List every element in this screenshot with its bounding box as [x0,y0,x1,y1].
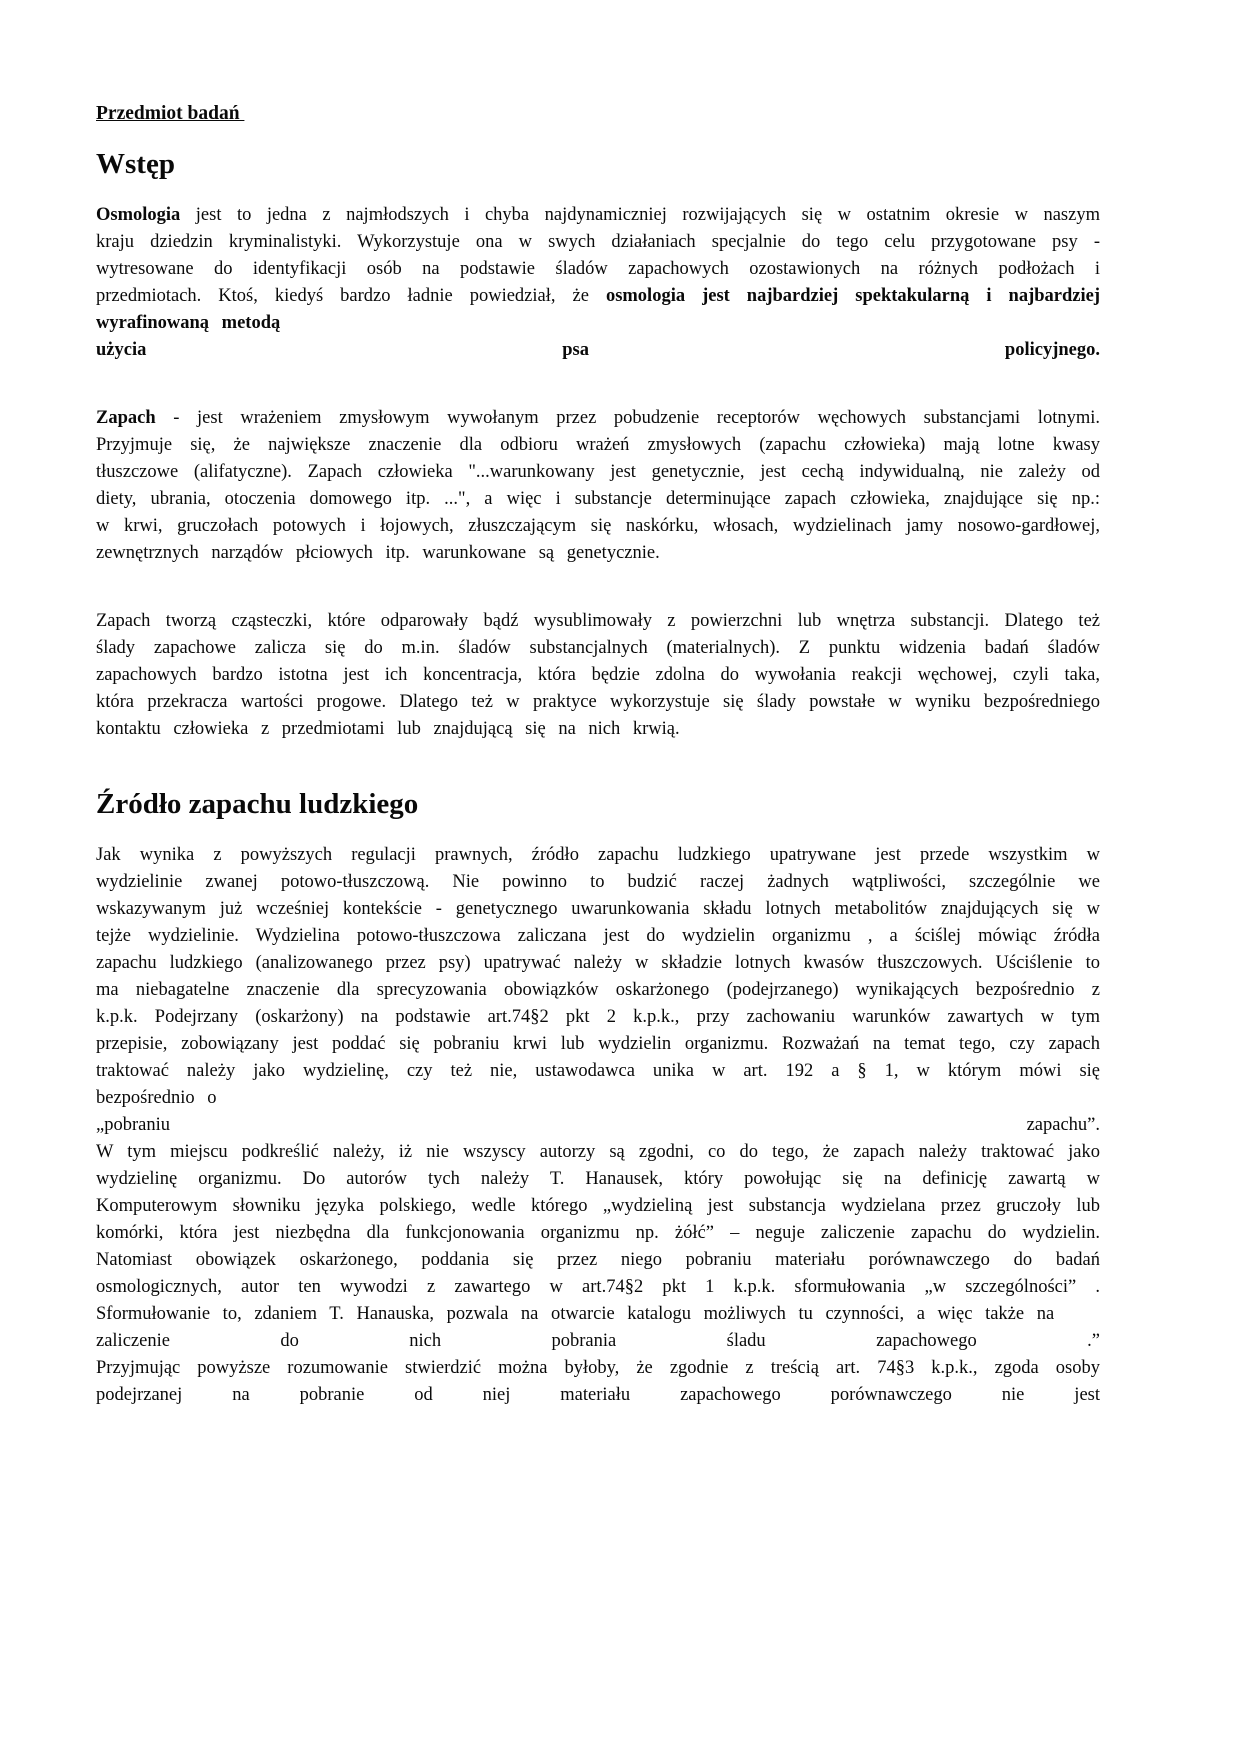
paragraph-osmologia-intro [96,202,1100,364]
document-subject-heading: Przedmiot badań [96,103,245,124]
paragraph-text-part-c: Przyjmując powyższe rozumowanie stwierdzić można byłoby, że zgodnie z treścią art. 74§3 k.p.k., zgoda osoby podejrzanej na pobranie od niej materiału zapachowego porównawczego nie jest [96,1358,1100,1405]
paragraph-zapach-czasteczki [96,608,1100,743]
paragraph-text: Osmologia jest to jedna z najmłodszych i chyba najdynamiczniej rozwijających się w ostatnim okresie w naszym kraju dziedzin kryminalistyki. Wykorzystuje ona w swych działaniach specjalnie do tego celu przygotowane psy - wytresowane do identyfikacji osób na podstawie śladów zapachowych ozostawionych na różnych podłożach i przedmiotach. Ktoś, kiedyś bardzo ładnie powiedział, że osmologia jest najbardziej spektakularną i najbardziej wyrafinowaną metodą [96,205,1100,333]
paragraph-text-part-b: W tym miejscu podkreślić należy, iż nie wszyscy autorzy są zgodni, co do tego, że zapach należy traktować jako wydzielinę organizmu. Do autorów tych należy T. Hanausek, który powołując się na definicję zawartą w Komputerowym słowniku języka polskiego, wedle którego „wydzieliną jest substancja wydzielana przez gruczoły lub komórki, która jest niezbędna dla funkcjonowania organizmu np. żółć” – neguje zaliczenie zapachu do wydzielin. Natomiast obowiązek oskarżonego, poddania się przez niego pobraniu materiału porównawczego do badań osmologicznych, autor ten wywodzi z zawartego w art.74§2 pkt 1 k.p.k. sformułowania „w szczególności” . Sformułowanie to, zdaniem T. Hanauska, pozwala na otwarcie katalogu możliwych tu czynności, a więc także na [96,1142,1100,1324]
paragraph-zrodlo-zapachu [96,842,1100,1409]
paragraph-text: Zapach tworzą cząsteczki, które odparowały bądź wysublimowały z powierzchni lub wnętrza substancji. Dlatego też ślady zapachowe zalicza się do m.in. śladów substancjalnych (materialnych). Z punktu widzenia badań śladów zapachowych bardzo istotna jest ich koncentracja, która będzie zdolna do wywołania reakcji węchowej, czyli taka, która przekracza wartości progowe. Dlatego też w praktyce wykorzystuje się ślady powstałe w wyniku bezpośredniego kontaktu człowieka z przedmiotami lub znajdującą się na nich krwią. [96,611,1100,739]
section-heading-zrodlo-zapachu: Źródło zapachu ludzkiego [96,788,419,820]
section-heading-wstep: Wstęp [96,148,175,180]
paragraph-zapach-definition [96,405,1100,567]
force-justified-line-uzycia-psa-policyjnego: użycia psa policyjnego. [96,340,1100,360]
force-justified-line-zaliczenie: zaliczenie do nich pobrania śladu zapachowego .” [96,1331,1100,1351]
paragraph-text: Zapach - jest wrażeniem zmysłowym wywołanym przez pobudzenie receptorów węchowych substancjami lotnymi. Przyjmuje się, że największe znaczenie dla odbioru wrażeń zmysłowych (zapachu człowieka) mają lotne kwasy tłuszczowe (alifatyczne). Zapach człowieka "...warunkowany jest genetycznie, jest cechą indywidualną, nie zależy od diety, ubrania, otoczenia domowego itp. ...", a więc i substancje determinujące zapach człowieka, znajdujące się np.: w krwi, gruczołach potowych i łojowych, złuszczającym się naskórku, włosach, wydzielinach jamy nosowo-gardłowej, zewnętrznych narządów płciowych itp. warunkowane są genetycznie. [96,408,1100,563]
paragraph-text-part-a: Jak wynika z powyższych regulacji prawnych, źródło zapachu ludzkiego upatrywane jest przede wszystkim w wydzielinie zwanej potowo-tłuszczową. Nie powinno to budzić raczej żadnych wątpliwości, szczególnie we wskazywanym już wcześniej kontekście - genetycznego uwarunkowania składu lotnych metabolitów znajdujących się w tejże wydzielinie. Wydzielina potowo-tłuszczowa zaliczana jest do wydzielin organizmu , a ściślej mówiąc źródła zapachu ludzkiego (analizowanego przez psy) upatrywać należy w składzie lotnych kwasów tłuszczowych. Uściślenie to ma niebagatelne znaczenie dla sprecyzowania obowiązków oskarżonego (podejrzanego) wynikających bezpośrednio z k.p.k. Podejrzany (oskarżony) na podstawie art.74§2 pkt 2 k.p.k., przy zachowaniu warunków zawartych w tym przepisie, zobowiązany jest poddać się pobraniu krwi lub wydzielin organizmu. Rozważań na temat tego, czy zapach traktować należy jako wydzielinę, czy też nie, ustawodawca unika w art. 192 a § 1, w którym mówi się bezpośrednio o [96,845,1100,1108]
force-justified-line-pobraniu-zapachu: „pobraniu zapachu”. [96,1115,1100,1135]
